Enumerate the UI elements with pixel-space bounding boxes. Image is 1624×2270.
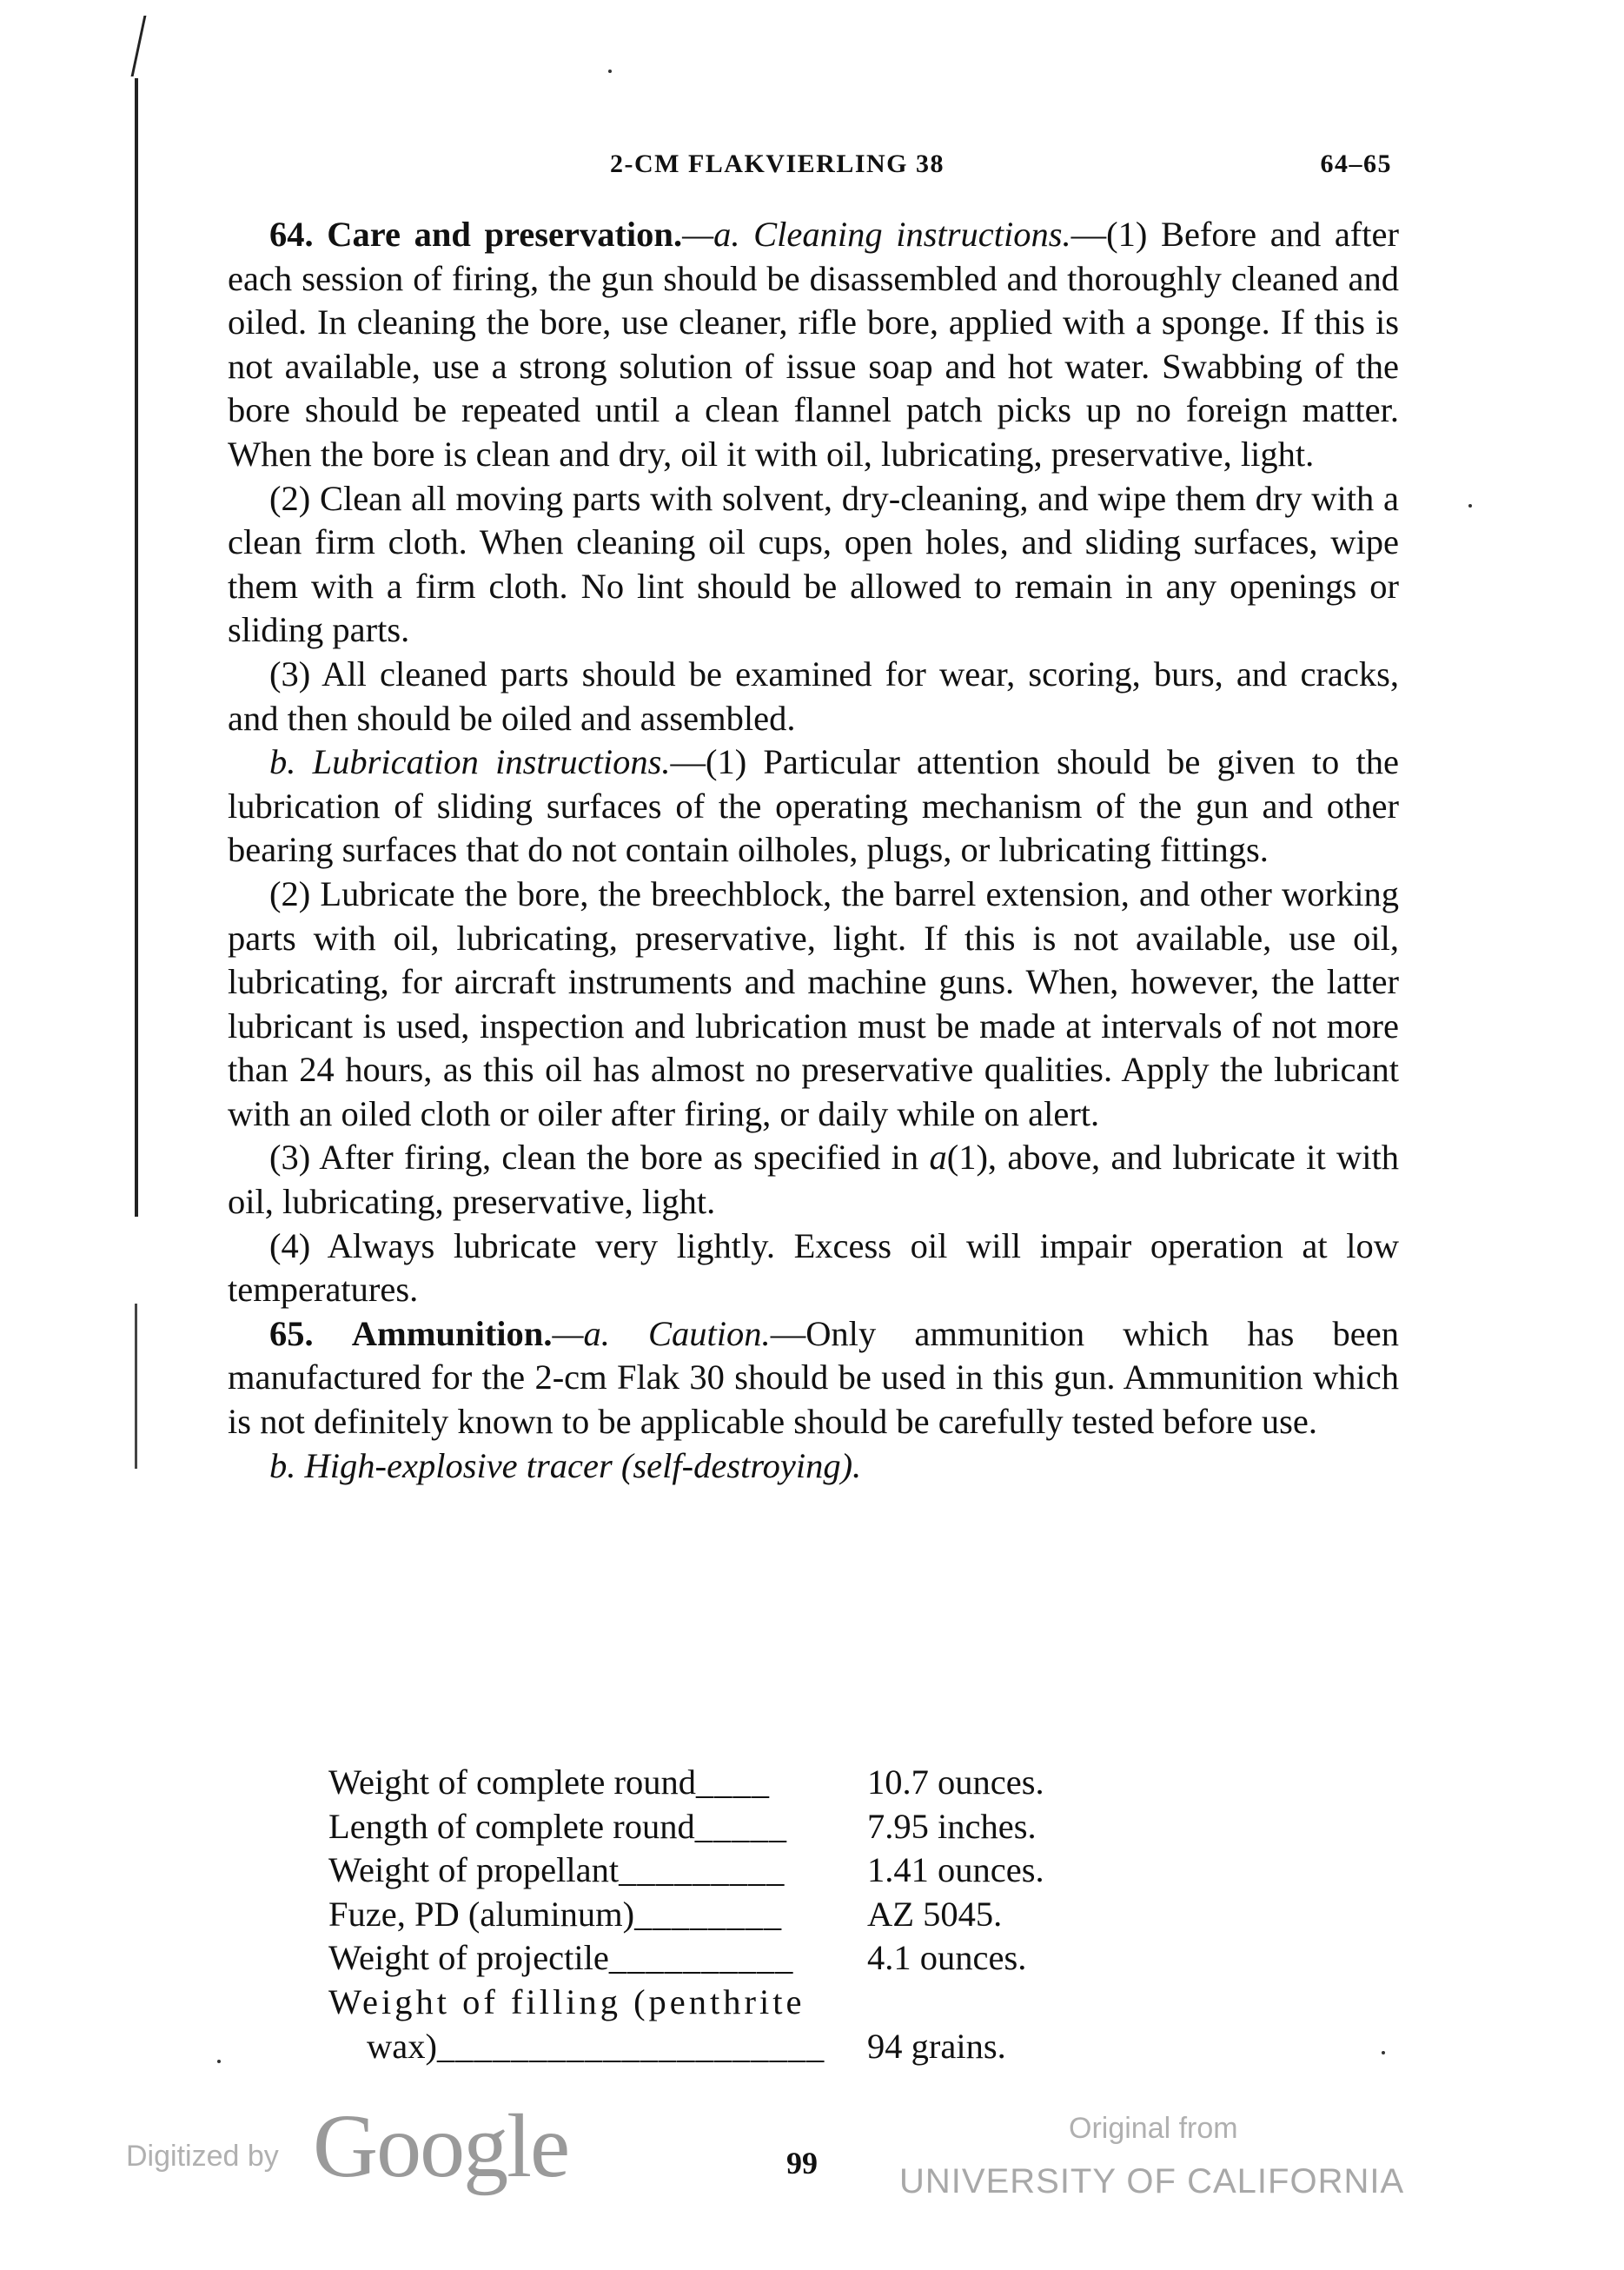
spec-label: Weight of projectile__________	[328, 1938, 794, 1978]
spec-label: Weight of complete round____	[328, 1762, 770, 1802]
paragraph-64b4: (4) Always lubricate very lightly. Excess oil will impair operation at low temperatures.	[228, 1225, 1399, 1310]
spec-value: 7.95 inches.	[867, 1806, 1037, 1846]
scan-speck	[217, 2060, 221, 2063]
subsection-title: High-explosive tracer (self-destroying).	[304, 1445, 862, 1485]
spec-value: 4.1 ounces.	[867, 1938, 1027, 1978]
page-number: 99	[786, 2146, 818, 2180]
google-logo: Google	[313, 2096, 569, 2196]
spec-label: Fuze, PD (aluminum)________	[328, 1894, 783, 1934]
subsection-letter: —a.	[552, 1313, 610, 1353]
paragraph-64a1	[228, 213, 1399, 477]
paragraph-64a3: (3) All cleaned parts should be examined for wear, scoring, burs, and cracks, and then should be oiled and assembled.	[228, 654, 1399, 738]
paragraph-64b2: (2) Lubricate the bore, the breechblock, the barrel extension, and other working parts with oil, lubricating, preservative, light. If this is not available, use oil, lubricating, for aircraft instruments and machine guns. When, however, the latter lubricant is used, inspection and lubrication must be made at intervals of not more than 24 hours, as this oil has almost no preservative qualities. Apply the lubricant with an oiled cloth or oiler after firing, or daily while on alert.	[228, 873, 1399, 1133]
section-title: Ammunition.	[351, 1313, 553, 1353]
spec-label: Length of complete round_____	[328, 1806, 787, 1846]
paragraph-text: —Only ammunition which has been manufactured for the 2-cm Flak 30 should be used in this gun. Ammunition which is not definitely known to be applicable should be carefully tested before use.	[228, 1313, 1400, 1442]
paragraph-text: —(1) Before and after each session of firing, the gun should be disassembled and thoroughly cleaned and oiled. In cleaning the bore, use cleaner, rifle bore, applied with a sponge. If this is not available, use a strong solution of issue soap and hot water. Swabbing of the bore should be repeated until a clean flannel patch picks up no foreign matter. When the bore is clean and dry, oil it with oil, lubricating, preservative, light.	[228, 215, 1400, 474]
paragraph-64b1	[228, 740, 1399, 873]
paragraph-64b3	[228, 1136, 1399, 1224]
spec-row	[328, 1893, 1110, 1937]
scan-edge-line	[135, 78, 138, 1217]
header-page-range: 64–65	[1320, 149, 1392, 178]
ammunition-spec-table	[328, 1761, 1110, 2068]
header-title: 2-CM FLAKVIERLING 38	[610, 149, 945, 178]
section-number: 65.	[269, 1313, 314, 1353]
scan-artifact-mark	[131, 16, 147, 76]
spec-value: 94 grains.	[867, 2026, 1006, 2066]
spec-label: Weight of filling (penthrite	[328, 1981, 805, 2021]
paragraph-text: (3) After firing, clean the bore as specified in	[269, 1138, 930, 1178]
spec-row	[328, 2025, 1110, 2069]
paragraph-64a2: (2) Clean all moving parts with solvent, dry-cleaning, and wipe them dry with a clean firm cloth. When cleaning oil cups, open holes, and sliding surfaces, wipe them with a firm cloth. No lint should be allowed to remain in any openings or sliding parts.	[228, 478, 1399, 650]
scan-speck	[1382, 2051, 1385, 2054]
paragraph-text: —(1) Particular attention should be given to the lubrication of sliding surfaces of the operating mechanism of the gun and other bearing surfaces that do not contain oilholes, plugs, or lubricating fittings.	[228, 742, 1399, 870]
subsection-title: Caution.	[648, 1313, 771, 1353]
spec-label: wax)_____________________	[367, 2026, 825, 2066]
running-header	[228, 149, 1392, 193]
paragraph-65a	[228, 1312, 1399, 1444]
spec-row	[328, 1981, 1110, 2025]
scan-speck	[608, 70, 612, 73]
spec-value: 10.7 ounces.	[867, 1762, 1044, 1802]
spec-row	[328, 1936, 1110, 1981]
subsection-letter: —a.	[682, 215, 740, 254]
scan-edge-line-lower	[135, 1304, 137, 1469]
subsection-title: Lubrication instructions.	[312, 742, 671, 782]
university-label: UNIVERSITY OF CALIFORNIA	[899, 2162, 1405, 2200]
subsection-letter: b.	[269, 1445, 296, 1485]
paragraph-text: (1), above, and lubricate it with oil, lubricating, preservative, light.	[228, 1138, 1399, 1222]
section-number: 64.	[269, 215, 314, 254]
original-from-label: Original from	[1069, 2112, 1238, 2145]
spec-value: AZ 5045.	[867, 1894, 1003, 1934]
subsection-title: Cleaning instructions.	[753, 215, 1071, 254]
spec-row	[328, 1849, 1110, 1893]
paragraph-65b	[228, 1444, 1399, 1489]
spec-row	[328, 1805, 1110, 1849]
google-watermark	[126, 2096, 613, 2207]
spec-value: 1.41 ounces.	[867, 1850, 1044, 1890]
cross-reference: a	[929, 1138, 947, 1178]
subsection-letter: b.	[269, 742, 296, 782]
digitized-by-label: Digitized by	[126, 2140, 279, 2173]
scan-speck	[1468, 504, 1472, 508]
section-title: Care and preservation.	[327, 215, 683, 254]
spec-row	[328, 1761, 1110, 1805]
spec-label: Weight of propellant_________	[328, 1850, 785, 1890]
body-text	[228, 213, 1399, 1488]
